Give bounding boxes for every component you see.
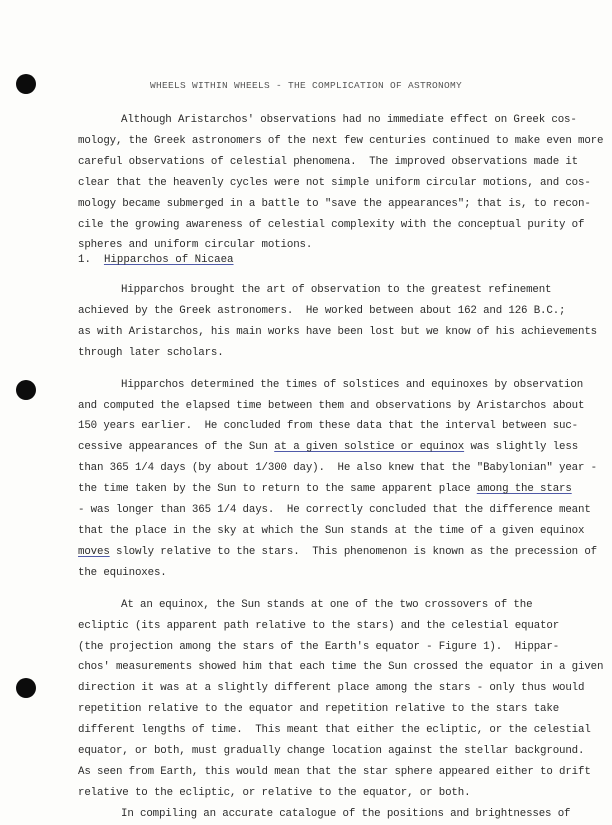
text-line: direction it was at a slightly different place among the stars - only thus would bbox=[78, 682, 585, 695]
text-line: At an equinox, the Sun stands at one of the two crossovers of the bbox=[121, 598, 533, 611]
text-line: cessive appearances of the Sun at a given solstice or equinox was slightly less bbox=[78, 441, 579, 454]
section-title: Hipparchos of Nicaea bbox=[103, 254, 234, 266]
text-line: clear that the heavenly cycles were not simple uniform circular motions, and cos- bbox=[78, 176, 591, 189]
text-line: Although Aristarchos' observations had no immediate effect on Greek cos- bbox=[121, 114, 577, 126]
text-line: mology became submerged in a battle to "save the appearances"; that is, to recon- bbox=[78, 197, 591, 210]
underlined-word: moves bbox=[78, 545, 110, 558]
text-line: spheres and uniform circular motions. bbox=[78, 239, 313, 252]
text-line: as with Aristarchos, his main works have been lost but we know of his achievements bbox=[78, 325, 597, 338]
underlined-phrase: at a given solstice or equinox bbox=[274, 441, 465, 454]
text-line: careful observations of celestial phenomena. The improved observations made it bbox=[78, 155, 579, 168]
text-line: relative to the ecliptic, or relative to the equator, or both. bbox=[78, 786, 471, 799]
text-line: than 365 1/4 days (by about 1/300 day). He also knew that the "Babylonian" year - bbox=[78, 462, 597, 475]
text-line: chos' measurements showed him that each time the Sun crossed the equator in a given bbox=[78, 661, 604, 674]
text-line: In compiling an accurate catalogue of the positions and brightnesses of bbox=[121, 807, 571, 820]
text-line: achieved by the Greek astronomers. He worked between about 162 and 126 B.C.; bbox=[78, 304, 566, 317]
paragraph-hipparchos bbox=[78, 280, 604, 825]
underlined-phrase: among the stars bbox=[476, 483, 572, 496]
text-line: mology, the Greek astronomers of the next few centuries continued to make even more bbox=[78, 134, 604, 147]
text-line: repetition relative to the equator and repetition relative to the stars take bbox=[78, 703, 560, 716]
text-line: different lengths of time. This meant that either the ecliptic, or the celestial bbox=[78, 724, 591, 737]
text-line: cile the growing awareness of celestial complexity with the conceptual purity of bbox=[78, 218, 585, 231]
text-line: Hipparchos determined the times of solstices and equinoxes by observation bbox=[121, 378, 584, 391]
text-line: ecliptic (its apparent path relative to the stars) and the celestial equator bbox=[78, 619, 560, 632]
text-line: equator, or both, must gradually change location against the stellar background. bbox=[78, 745, 585, 758]
text-line: through later scholars. bbox=[78, 346, 224, 359]
text-line: that the place in the sky at which the Sun stands at the time of a given equinox bbox=[78, 524, 585, 537]
text-line: the equinoxes. bbox=[78, 566, 167, 579]
text-line: moves slowly relative to the stars. This phenomenon is known as the precession of bbox=[78, 545, 598, 558]
text-line: the time taken by the Sun to return to the same apparent place among the stars bbox=[78, 483, 572, 496]
text-line: As seen from Earth, this would mean that the star sphere appeared either to drift bbox=[78, 765, 591, 778]
text-line: Hipparchos brought the art of observation to the greatest refinement bbox=[121, 284, 552, 296]
text-line: (the projection among the stars of the Earth's equator - Figure 1). Hippar- bbox=[78, 640, 560, 653]
text-line: and computed the elapsed time between them and observations by Aristarchos about bbox=[78, 399, 585, 412]
paragraph-intro bbox=[78, 110, 604, 256]
text-line: - was longer than 365 1/4 days. He correctly concluded that the difference meant bbox=[78, 504, 591, 517]
text-line: 150 years earlier. He concluded from these data that the interval between suc- bbox=[78, 420, 579, 433]
page-title: WHEELS WITHIN WHEELS - THE COMPLICATION OF ASTRONOMY bbox=[149, 80, 463, 91]
punch-hole-bottom bbox=[16, 678, 36, 698]
punch-hole-middle bbox=[16, 380, 36, 400]
section-heading bbox=[78, 254, 234, 266]
section-number: 1. bbox=[78, 254, 91, 266]
